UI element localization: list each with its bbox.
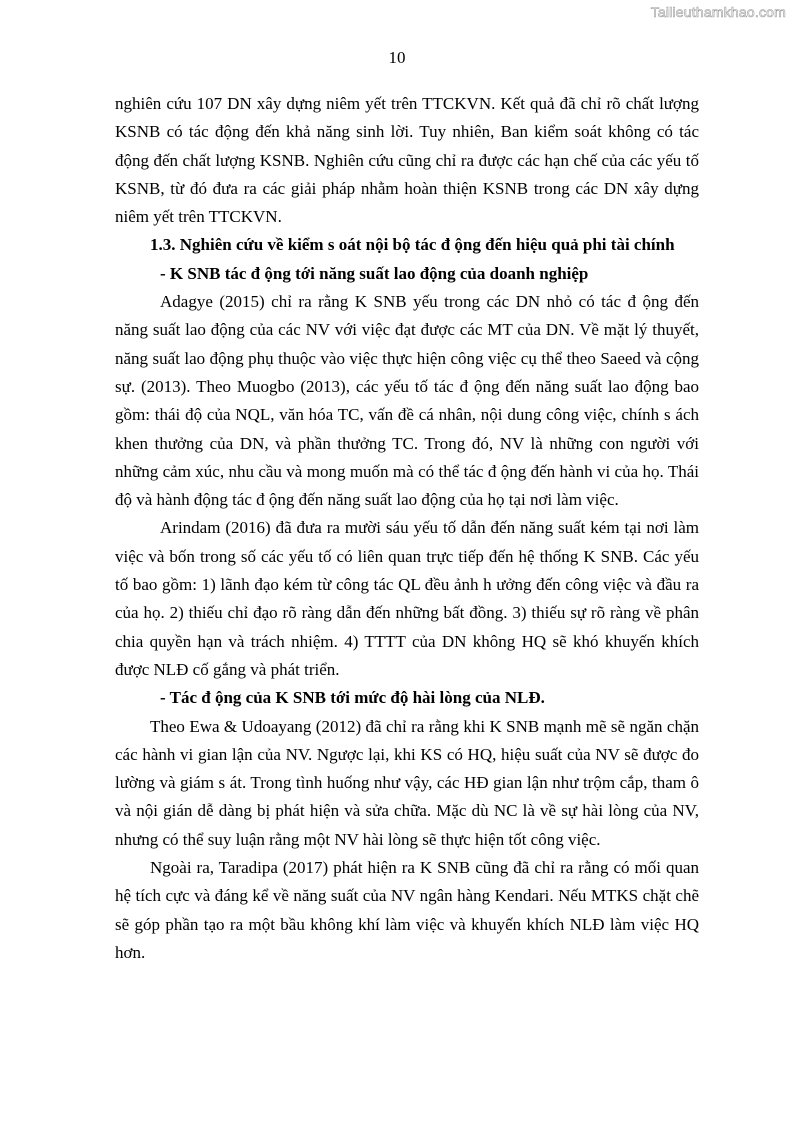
page-number: 10: [388, 48, 406, 67]
paragraph-taradipa: Ngoài ra, Taradipa (2017) phát hiện ra K SNB cũng đã chỉ ra rằng có mối quan hệ tích cực và đáng kể về năng suất của NV ngân hàng Kendari. Nếu MTKS chặt chẽ sẽ góp phần tạo ra một bầu không khí làm việc và khuyến khích NLĐ làm việc HQ hơn.: [115, 858, 699, 962]
document-body: [115, 90, 699, 967]
paragraph-continuation: nghiên cứu 107 DN xây dựng niêm yết trên TTCKVN. Kết quả đã chỉ rõ chất lượng KSNB có tác động đến khả năng sinh lời. Tuy nhiên, Ban kiểm soát không có tác động đến chất lượng KSNB. Nghiên cứu cũng chỉ ra được các hạn chế của các yếu tố KSNB, từ đó đưa ra các giải pháp nhằm hoàn thiện KSNB trong các DN xây dựng niêm yết trên TTCKVN.: [115, 94, 699, 227]
subheading-labor-productivity: - K SNB tác đ ộng tới năng suất lao động của doanh nghiệp: [160, 263, 589, 283]
site-watermark: Tailieuthamkhao.com: [650, 4, 786, 20]
section-heading-1-3: 1.3. Nghiên cứu về kiểm s oát nội bộ tác đ ộng đến hiệu quả phi tài chính: [150, 235, 675, 255]
paragraph-ewa-udoayang: Theo Ewa & Udoayang (2012) đã chỉ ra rằng khi K SNB mạnh mẽ sẽ ngăn chặn các hành vi gian lận của NV. Ngược lại, khi KS có HQ, hiệu suất của NV sẽ được đo lường và giám s át. Trong tình huống như vậy, các HĐ gian lận như trộm cắp, tham ô và nội gián dễ dàng bị phát hiện và sửa chữa. Mặc dù NC là về sự hài lòng của NV, nhưng có thể suy luận rằng một NV hài lòng sẽ thực hiện tốt công việc.: [115, 716, 699, 849]
paragraph-arindam: Arindam (2016) đã đưa ra mười sáu yếu tố dẫn đến năng suất kém tại nơi làm việc và bốn trong số các yếu tố có liên quan trực tiếp đến hệ thống K SNB. Các yếu tố bao gồm: 1) lãnh đạo kém từ công tác QL đều ảnh h ưởng đến công việc và đầu ra của họ. 2) thiếu chỉ đạo rõ ràng dẫn đến những bất đồng. 3) thiếu sự rõ ràng về phân chia quyền hạn và trách nhiệm. 4) TTTT của DN không HQ sẽ khó khuyến khích được NLĐ cố gắng và phát triển.: [115, 518, 699, 679]
paragraph-adagye: Adagye (2015) chỉ ra rằng K SNB yếu trong các DN nhỏ có tác đ ộng đến năng suất lao động của các NV với việc đạt được các MT của DN. Về mặt lý thuyết, năng suất lao động phụ thuộc vào việc thực hiện công việc cụ thể theo Saeed và cộng sự. (2013). Theo Muogbo (2013), các yếu tố tác đ ộng đến năng suất lao động bao gồm: thái độ của NQL, văn hóa TC, vấn đề cá nhân, nội dung công việc, chính s ách khen thưởng của DN, và phần thưởng TC. Trong đó, NV là những con người với những cảm xúc, nhu cầu và mong muốn mà có thể tác đ ộng đến hành vi của họ. Thái độ và hành động tác đ ộng đến năng suất lao động của họ tại nơi làm việc.: [115, 292, 699, 510]
subheading-employee-satisfaction: - Tác đ ộng của K SNB tới mức độ hài lòng của NLĐ.: [160, 688, 545, 708]
